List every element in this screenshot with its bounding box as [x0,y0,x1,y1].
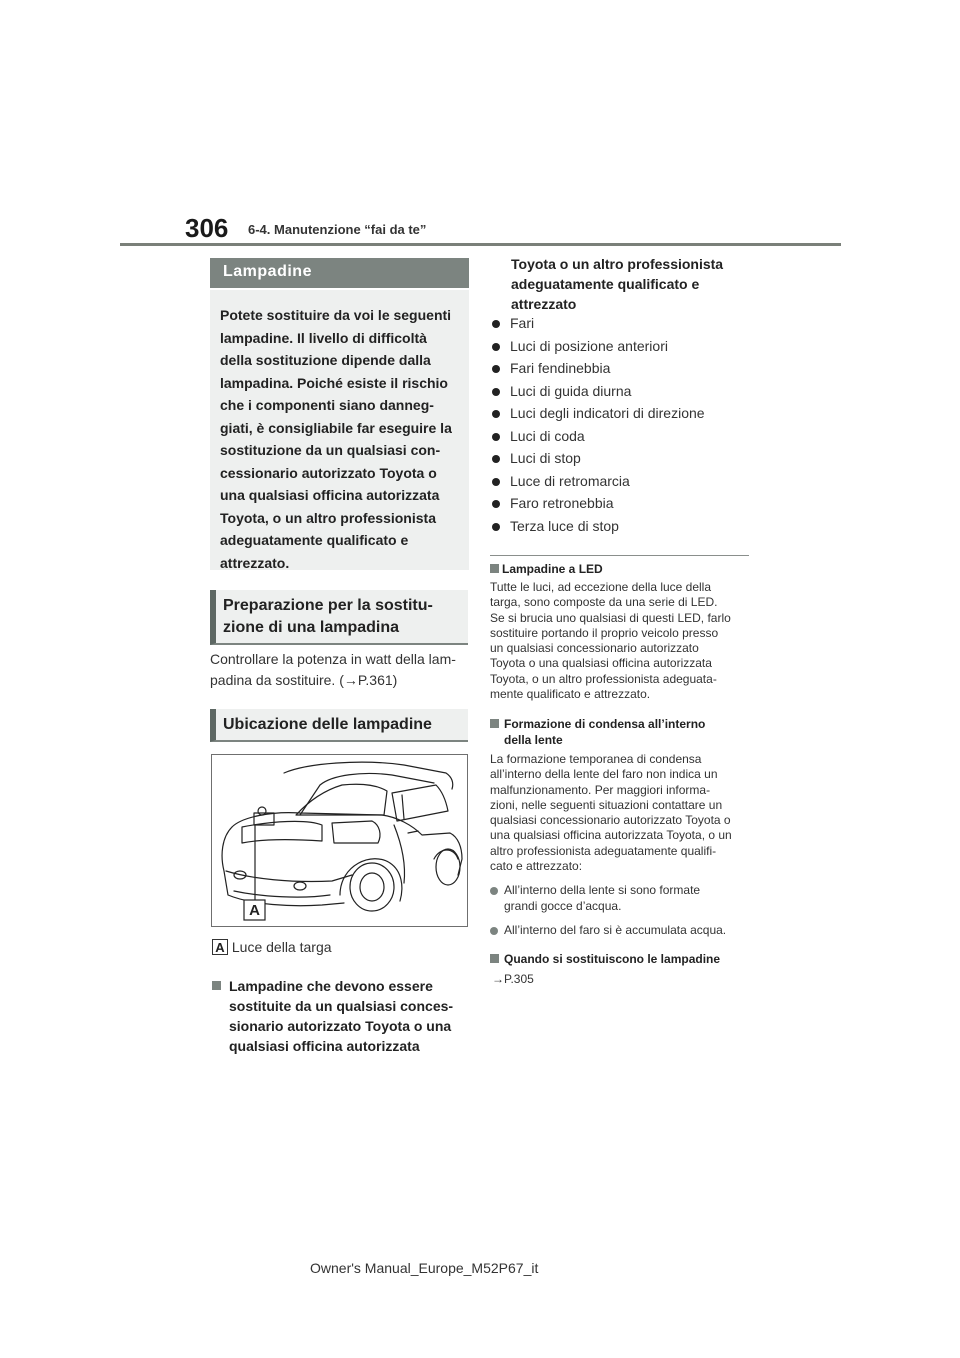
list-item-text: Luci di coda [510,427,585,444]
dealer-continued-line: attrezzato [511,296,577,312]
note-condensation [490,716,755,938]
arrow-icon: → [343,672,358,688]
note-led-body [490,580,755,702]
bullet-dot-icon [492,455,500,463]
location-heading-text: Ubicazione delle lampadine [223,716,432,733]
square-bullet-icon [490,719,499,728]
list-item [492,360,752,383]
note-led [490,561,755,702]
intro-line: lampadina. Poiché esiste il rischio [220,374,448,391]
list-item-text: Luci di guida diurna [510,382,632,399]
note-bullet [490,883,755,914]
list-item-text: Luci di stop [510,450,581,466]
bullet-dot-icon [490,927,498,935]
footer: Owner's Manual_Europe_M52P67_it [310,1260,539,1276]
note-line: un qualsiasi concessionario autorizzato [490,641,699,656]
section-title: Lampadine [210,258,469,288]
bullet-dot-icon [492,365,500,373]
note-line: qualsiasi concessionario autorizzato Toyota o [490,813,731,828]
list-item-text: Luce di retromarcia [510,472,630,489]
note-line: altro professionista adeguatamente qualifi- [490,843,717,858]
note-line: Toyota, o un altro professionista adeguata- [490,671,717,686]
bullet-dot-icon [492,410,500,418]
legend-text: Luce della targa [231,939,332,955]
square-bullet-icon [490,954,499,963]
list-item-text: Luci degli indicatori di direzione [510,405,705,421]
bullet-dot-icon [492,388,500,396]
list-item [492,495,752,518]
note-condensation-heading [490,716,755,748]
list-item-text: Fari fendinebbia [510,360,611,376]
note-line: mente qualificato e attrezzato. [490,687,651,702]
preparation-heading-line: Preparazione per la sostitu- [223,597,433,614]
bulb-list [492,315,752,540]
list-item-text: Faro retronebbia [510,495,614,511]
header-rule [120,243,841,246]
dealer-heading-line: sostituite da un qualsiasi conces- [229,998,454,1014]
intro-line: sostituzione da un qualsiasi con- [220,442,441,458]
list-item [492,405,752,428]
note-when-ref [490,972,755,987]
bullet-dot-icon [492,523,500,531]
note-led-heading [490,561,755,577]
intro-line: una qualsiasi officina autorizzata [220,487,440,503]
note-when-heading-text: Quando si sostituiscono le lampadine [504,952,721,966]
legend [212,939,332,955]
note-line: sostituire portando il proprio veicolo presso [490,625,719,640]
intro-line: Toyota, o un altro professionista [220,509,436,526]
dealer-continued-line: adeguatamente qualificato e [511,276,700,292]
note-line: targa, sono composte da una serie di LED. [490,595,718,610]
bullet-dot-icon [490,887,498,895]
note-line: zioni, nelle seguenti situazioni contattare un [490,797,723,812]
note-heading-line: della lente [504,733,563,747]
dealer-replace-continued [511,254,761,314]
list-item [492,518,752,541]
note-bullet [490,923,755,938]
list-item [492,450,752,473]
intro-line: della sostituzione dipende dalla [220,352,431,368]
list-item-text: Luci di posizione anteriori [510,337,668,354]
dealer-heading-line: Lampadine che devono essere [229,978,433,994]
note-line: cato e attrezzato: [490,859,583,874]
bullet-dot-icon [492,343,500,351]
dealer-continued-line: Toyota o un altro professionista [511,256,724,272]
notes-divider [490,555,749,556]
preparation-text [210,649,470,691]
note-line: una qualsiasi officina autorizzata Toyota, o un [490,828,732,843]
dealer-replace-heading [212,976,472,1056]
dealer-heading-line: sionario autorizzato Toyota o una [229,1018,452,1034]
page-reference[interactable]: P.305 [504,972,534,986]
figure-callout-label: A [249,902,260,919]
legend-label: A [212,939,228,955]
preparation-line-text: padina da sostituire. ( [210,672,344,688]
intro-box [210,290,469,570]
note-line: malfunzionamento. Per maggiori informa- [490,782,711,797]
note-line: all’interno della lente del faro non indica un [490,767,718,782]
note-line: Toyota o una qualsiasi officina autorizzata [490,656,712,671]
note-led-heading-text: Lampadine a LED [502,562,603,576]
bullet-dot-icon [492,500,500,508]
intro-line: attrezzato. [220,554,290,571]
intro-line: adeguatamente qualificato e [220,532,409,548]
note-bullet-line: All’interno della lente si sono formate [504,883,701,898]
list-item [492,338,752,361]
list-item [492,473,752,496]
preparation-line: Controllare la potenza in watt della lam- [210,651,456,667]
intro-line: giati, è consigliabile far eseguire la [220,419,452,436]
note-when-heading [490,951,755,967]
note-line: La formazione temporanea di condensa [490,752,702,766]
list-item-text: Terza luce di stop [510,517,619,534]
page-reference[interactable]: P.361) [357,672,398,688]
note-condensation-body [490,752,755,874]
list-item [492,315,752,338]
list-item-text: Fari [510,315,535,331]
chapter-title: 6-4. Manutenzione “fai da te” [248,222,427,237]
list-item [492,383,752,406]
square-bullet-icon [490,564,499,573]
intro-line: Potete sostituire da voi le seguenti [220,307,452,323]
intro-line: lampadine. Il livello di difficoltà [220,329,427,346]
page-number: 306 [185,213,229,243]
note-bullet-line: grandi gocce d’acqua. [504,898,622,913]
note-heading-line: Formazione di condensa all’interno [504,717,706,731]
note-line: Se si brucia uno qualsiasi di questi LED, farlo [490,610,731,625]
preparation-heading [210,590,468,645]
preparation-heading-line: zione di una lampadina [223,619,400,636]
dealer-heading-line: qualsiasi officina autorizzata [229,1038,420,1054]
intro-line: che i componenti siano danneg- [220,397,434,413]
note-bullet-line: All’interno del faro si è accumulata acqua. [504,922,727,937]
square-bullet-icon [212,981,221,990]
location-heading [210,709,468,742]
list-item [492,428,752,451]
car-rear-figure [211,754,468,927]
preparation-line [210,670,470,691]
note-when [490,951,755,987]
arrow-icon: → [492,972,504,986]
note-line: Tutte le luci, ad eccezione della luce della [490,580,712,594]
intro-line: cessionario autorizzato Toyota o [220,464,437,481]
bullet-dot-icon [492,433,500,441]
bullet-dot-icon [492,478,500,486]
bullet-dot-icon [492,320,500,328]
